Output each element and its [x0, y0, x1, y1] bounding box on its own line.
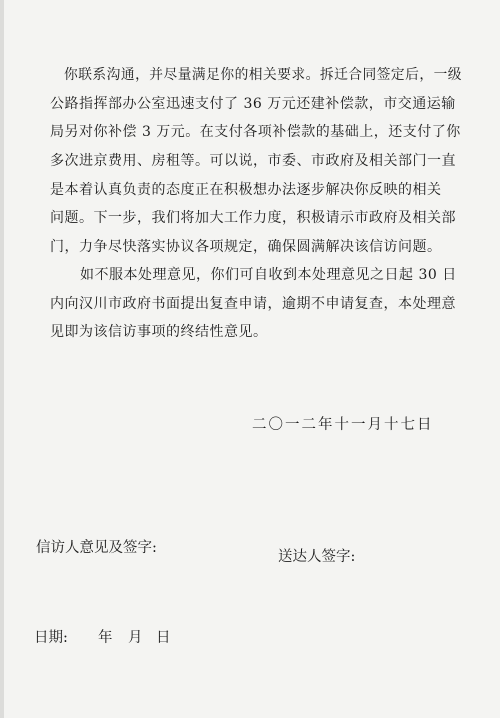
petitioner-signature-label: 信访人意见及签字:: [36, 540, 157, 556]
date-year-label: 年: [98, 630, 113, 646]
scan-edge: [0, 0, 4, 718]
date-day-label: 日: [156, 630, 171, 646]
body-line-7: 门，力争尽快落实协议各项规定，确保圆满解决该信访问题。: [50, 239, 442, 255]
document-date: 二〇一二年十一月十七日: [252, 417, 434, 433]
body-line-4: 多次进京费用、房租等。可以说，市委、市政府及相关部门一直: [50, 153, 456, 169]
deliverer-signature-label: 送达人签字:: [278, 549, 356, 565]
body-line-10: 见即为该信访事项的终结性意见。: [50, 324, 268, 340]
body-line-5: 是本着认真负责的态度正在积极想办法逐步解决你反映的相关: [50, 182, 442, 198]
date-month-label: 月: [128, 630, 143, 646]
body-line-1: 你联系沟通，并尽量满足你的相关要求。拆迁合同签定后，一级: [64, 67, 462, 83]
date-label: 日期:: [34, 630, 68, 646]
body-line-3: 局另对你补偿 3 万元。在支付各项补偿款的基础上，还支付了你: [50, 124, 461, 140]
body-line-6: 问题。下一步，我们将加大工作力度，积极请示市政府及相关部: [50, 210, 456, 226]
body-line-2: 公路指挥部办公室迅速支付了 36 万元还建补偿款，市交通运输: [50, 96, 456, 112]
body-line-8: 如不服本处理意见，你们可自收到本处理意见之日起 30 日: [80, 267, 457, 283]
body-line-9: 内向汉川市政府书面提出复查申请，逾期不申请复查，本处理意: [50, 296, 456, 312]
